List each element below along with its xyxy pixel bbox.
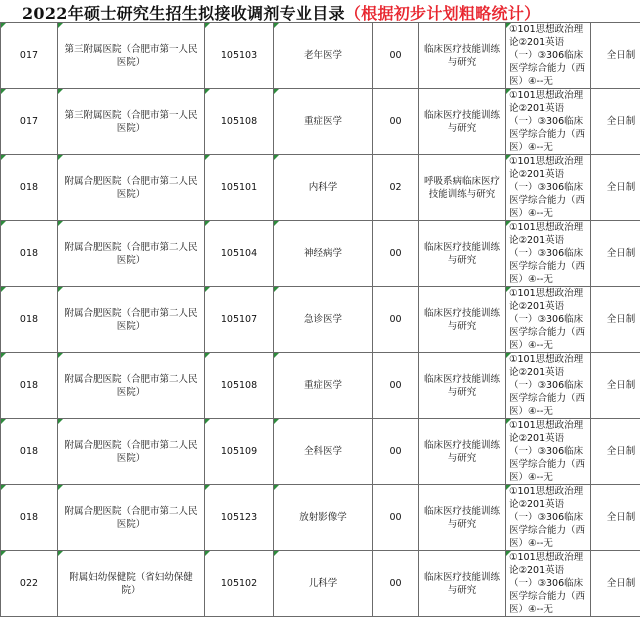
exam-subjects-cell: [506, 23, 591, 89]
unit-name-text: 第三附属医院（合肥市第一人民医院）: [58, 43, 204, 69]
unit-code-cell: [1, 23, 58, 89]
major-code-cell: [205, 23, 274, 89]
cell-comment-marker: [205, 23, 210, 28]
study-type-text: 全日制: [607, 578, 636, 589]
cell-comment-marker: [58, 155, 63, 160]
study-type-text: 全日制: [607, 446, 636, 457]
research-field-text: 临床医疗技能训练与研究: [419, 307, 505, 333]
unit-name-text: 附属妇幼保健院（省妇幼保健院）: [58, 571, 204, 597]
exam-subject-line: 医学综合能力（西: [509, 128, 590, 141]
exam-subject-line: 医）④--无: [509, 603, 590, 616]
table-row: [1, 221, 640, 287]
major-name-cell: [274, 353, 373, 419]
exam-subject-line: 医）④--无: [509, 75, 590, 88]
major-name-cell: [274, 23, 373, 89]
exam-subject-line: 医学综合能力（西: [509, 458, 590, 471]
exam-subjects-cell: [506, 551, 591, 617]
major-name-cell: [274, 485, 373, 551]
major-code-text: 105103: [221, 50, 257, 61]
research-field-cell: [419, 155, 506, 221]
exam-subjects-cell: [506, 221, 591, 287]
study-type-cell: [591, 23, 640, 89]
exam-subject-line: ①101思想政治理: [509, 155, 590, 168]
exam-subject-line: （一）③306临床: [509, 181, 590, 194]
document-title: [22, 1, 540, 22]
exam-subject-line: 医学综合能力（西: [509, 194, 590, 207]
cell-comment-marker: [1, 221, 6, 226]
study-type-cell: [591, 485, 640, 551]
cell-comment-marker: [274, 155, 279, 160]
major-name-cell: [274, 551, 373, 617]
unit-code-text: 018: [20, 182, 38, 193]
direction-code-cell: [373, 287, 419, 353]
study-type-text: 全日制: [607, 380, 636, 391]
cell-comment-marker: [205, 287, 210, 292]
unit-name-cell: [58, 155, 205, 221]
exam-subjects-cell: [506, 89, 591, 155]
unit-code-text: 017: [20, 50, 38, 61]
exam-subjects-cell: [506, 287, 591, 353]
research-field-text: 临床医疗技能训练与研究: [419, 241, 505, 267]
cell-comment-marker: [274, 485, 279, 490]
major-name-text: 老年医学: [304, 50, 342, 61]
cell-comment-marker: [274, 221, 279, 226]
exam-subject-line: 医）④--无: [509, 339, 590, 352]
exam-subject-line: ①101思想政治理: [509, 419, 590, 432]
unit-code-text: 017: [20, 116, 38, 127]
major-code-cell: [205, 419, 274, 485]
major-code-text: 105101: [221, 182, 257, 193]
direction-code-text: 00: [389, 578, 401, 589]
direction-code-cell: [373, 221, 419, 287]
exam-subject-line: ①101思想政治理: [509, 221, 590, 234]
major-name-text: 重症医学: [304, 116, 342, 127]
study-type-cell: [591, 221, 640, 287]
major-name-text: 内科学: [309, 182, 338, 193]
cell-comment-marker: [1, 155, 6, 160]
exam-subject-line: （一）③306临床: [509, 445, 590, 458]
direction-code-cell: [373, 485, 419, 551]
research-field-cell: [419, 551, 506, 617]
study-type-cell: [591, 419, 640, 485]
direction-code-text: 02: [389, 182, 401, 193]
exam-subject-line: （一）③306临床: [509, 577, 590, 590]
unit-name-cell: [58, 221, 205, 287]
unit-code-cell: [1, 155, 58, 221]
table-row: [1, 23, 640, 89]
unit-code-cell: [1, 353, 58, 419]
major-name-cell: [274, 419, 373, 485]
exam-subjects-cell: [506, 485, 591, 551]
unit-code-cell: [1, 485, 58, 551]
direction-code-cell: [373, 155, 419, 221]
exam-subject-line: ①101思想政治理: [509, 551, 590, 564]
research-field-text: 临床医疗技能训练与研究: [419, 109, 505, 135]
major-code-text: 105102: [221, 578, 257, 589]
exam-subject-line: 论②201英语: [509, 234, 590, 247]
major-code-text: 105108: [221, 380, 257, 391]
unit-name-cell: [58, 551, 205, 617]
unit-name-text: 附属合肥医院（合肥市第二人民医院）: [58, 439, 204, 465]
table-row: [1, 419, 640, 485]
exam-subject-line: 医）④--无: [509, 405, 590, 418]
cell-comment-marker: [274, 419, 279, 424]
program-table-body: [1, 23, 640, 617]
cell-comment-marker: [58, 551, 63, 556]
direction-code-text: 00: [389, 380, 401, 391]
research-field-text: 临床医疗技能训练与研究: [419, 43, 505, 69]
direction-code-cell: [373, 23, 419, 89]
research-field-cell: [419, 23, 506, 89]
major-code-text: 105123: [221, 512, 257, 523]
exam-subject-line: ①101思想政治理: [509, 23, 590, 36]
unit-code-text: 018: [20, 248, 38, 259]
exam-subject-line: （一）③306临床: [509, 115, 590, 128]
cell-comment-marker: [506, 155, 511, 160]
exam-subject-line: 医学综合能力（西: [509, 590, 590, 603]
exam-subject-line: 论②201英语: [509, 432, 590, 445]
research-field-cell: [419, 287, 506, 353]
exam-subjects-cell: [506, 155, 591, 221]
cell-comment-marker: [205, 221, 210, 226]
cell-comment-marker: [205, 419, 210, 424]
research-field-text: 呼吸系病临床医疗技能训练与研究: [419, 175, 505, 201]
exam-subject-line: ①101思想政治理: [509, 353, 590, 366]
unit-name-cell: [58, 419, 205, 485]
research-field-text: 临床医疗技能训练与研究: [419, 373, 505, 399]
cell-comment-marker: [506, 89, 511, 94]
exam-subject-line: 论②201英语: [509, 366, 590, 379]
major-code-cell: [205, 485, 274, 551]
exam-subject-line: 医）④--无: [509, 207, 590, 220]
major-name-text: 儿科学: [309, 578, 338, 589]
study-type-text: 全日制: [607, 182, 636, 193]
cell-comment-marker: [506, 485, 511, 490]
unit-code-text: 018: [20, 512, 38, 523]
exam-subject-line: 医）④--无: [509, 141, 590, 154]
research-field-cell: [419, 419, 506, 485]
major-name-text: 神经病学: [304, 248, 342, 259]
study-type-cell: [591, 551, 640, 617]
cell-comment-marker: [58, 287, 63, 292]
direction-code-cell: [373, 89, 419, 155]
direction-code-text: 00: [389, 50, 401, 61]
major-code-cell: [205, 155, 274, 221]
research-field-text: 临床医疗技能训练与研究: [419, 571, 505, 597]
major-name-cell: [274, 89, 373, 155]
cell-comment-marker: [205, 485, 210, 490]
major-name-text: 重症医学: [304, 380, 342, 391]
cell-comment-marker: [274, 551, 279, 556]
unit-name-cell: [58, 89, 205, 155]
cell-comment-marker: [506, 551, 511, 556]
title-note: （根据初步计划粗略统计）: [345, 4, 541, 22]
study-type-text: 全日制: [607, 116, 636, 127]
table-row: [1, 485, 640, 551]
cell-comment-marker: [274, 89, 279, 94]
exam-subject-line: （一）③306临床: [509, 49, 590, 62]
exam-subject-line: ①101思想政治理: [509, 485, 590, 498]
exam-subject-line: 医学综合能力（西: [509, 326, 590, 339]
major-code-cell: [205, 89, 274, 155]
unit-name-cell: [58, 23, 205, 89]
exam-subject-line: 论②201英语: [509, 300, 590, 313]
major-code-text: 105109: [221, 446, 257, 457]
major-code-text: 105104: [221, 248, 257, 259]
cell-comment-marker: [58, 353, 63, 358]
cell-comment-marker: [1, 551, 6, 556]
cell-comment-marker: [58, 89, 63, 94]
study-type-cell: [591, 353, 640, 419]
cell-comment-marker: [58, 221, 63, 226]
exam-subject-line: 医学综合能力（西: [509, 392, 590, 405]
table-row: [1, 287, 640, 353]
cell-comment-marker: [205, 353, 210, 358]
research-field-cell: [419, 485, 506, 551]
direction-code-cell: [373, 353, 419, 419]
major-name-text: 急诊医学: [304, 314, 342, 325]
unit-name-cell: [58, 485, 205, 551]
major-name-cell: [274, 221, 373, 287]
direction-code-cell: [373, 551, 419, 617]
unit-code-cell: [1, 287, 58, 353]
cell-comment-marker: [1, 485, 6, 490]
cell-comment-marker: [1, 287, 6, 292]
unit-code-cell: [1, 419, 58, 485]
major-name-text: 全科医学: [304, 446, 342, 457]
unit-name-text: 附属合肥医院（合肥市第二人民医院）: [58, 373, 204, 399]
major-code-text: 105107: [221, 314, 257, 325]
cell-comment-marker: [506, 221, 511, 226]
research-field-text: 临床医疗技能训练与研究: [419, 439, 505, 465]
unit-code-text: 018: [20, 314, 38, 325]
research-field-text: 临床医疗技能训练与研究: [419, 505, 505, 531]
cell-comment-marker: [1, 419, 6, 424]
exam-subject-line: 论②201英语: [509, 36, 590, 49]
direction-code-text: 00: [389, 512, 401, 523]
exam-subject-line: 医）④--无: [509, 273, 590, 286]
unit-name-cell: [58, 353, 205, 419]
unit-code-text: 018: [20, 446, 38, 457]
direction-code-text: 00: [389, 116, 401, 127]
cell-comment-marker: [1, 353, 6, 358]
unit-name-text: 附属合肥医院（合肥市第二人民医院）: [58, 307, 204, 333]
study-type-text: 全日制: [607, 314, 636, 325]
study-type-text: 全日制: [607, 248, 636, 259]
research-field-cell: [419, 89, 506, 155]
study-type-text: 全日制: [607, 512, 636, 523]
cell-comment-marker: [506, 287, 511, 292]
table-row: [1, 551, 640, 617]
cell-comment-marker: [274, 23, 279, 28]
cell-comment-marker: [274, 287, 279, 292]
unit-code-text: 018: [20, 380, 38, 391]
research-field-cell: [419, 221, 506, 287]
unit-name-cell: [58, 287, 205, 353]
cell-comment-marker: [274, 353, 279, 358]
exam-subject-line: 医学综合能力（西: [509, 62, 590, 75]
document-title-bar: [0, 0, 640, 22]
exam-subject-line: 论②201英语: [509, 564, 590, 577]
cell-comment-marker: [205, 551, 210, 556]
major-code-cell: [205, 287, 274, 353]
cell-comment-marker: [506, 419, 511, 424]
cell-comment-marker: [205, 89, 210, 94]
study-type-cell: [591, 89, 640, 155]
exam-subject-line: ①101思想政治理: [509, 287, 590, 300]
cell-comment-marker: [205, 155, 210, 160]
exam-subject-line: 论②201英语: [509, 498, 590, 511]
exam-subject-line: ①101思想政治理: [509, 89, 590, 102]
unit-name-text: 附属合肥医院（合肥市第二人民医院）: [58, 505, 204, 531]
unit-name-text: 附属合肥医院（合肥市第二人民医院）: [58, 241, 204, 267]
study-type-text: 全日制: [607, 50, 636, 61]
major-name-text: 放射影像学: [299, 512, 347, 523]
unit-code-cell: [1, 551, 58, 617]
exam-subjects-cell: [506, 353, 591, 419]
unit-name-text: 第三附属医院（合肥市第一人民医院）: [58, 109, 204, 135]
cell-comment-marker: [1, 89, 6, 94]
study-type-cell: [591, 287, 640, 353]
cell-comment-marker: [58, 419, 63, 424]
major-name-cell: [274, 155, 373, 221]
table-row: [1, 155, 640, 221]
exam-subject-line: 论②201英语: [509, 102, 590, 115]
unit-code-cell: [1, 221, 58, 287]
direction-code-text: 00: [389, 446, 401, 457]
exam-subjects-cell: [506, 419, 591, 485]
exam-subject-line: （一）③306临床: [509, 511, 590, 524]
title-text: 2022年硕士研究生招生拟接收调剂专业目录: [22, 4, 345, 22]
cell-comment-marker: [1, 23, 6, 28]
direction-code-text: 00: [389, 314, 401, 325]
exam-subject-line: 医学综合能力（西: [509, 260, 590, 273]
direction-code-text: 00: [389, 248, 401, 259]
table-row: [1, 353, 640, 419]
program-table: [0, 22, 640, 617]
research-field-cell: [419, 353, 506, 419]
major-code-cell: [205, 221, 274, 287]
direction-code-cell: [373, 419, 419, 485]
major-code-text: 105108: [221, 116, 257, 127]
cell-comment-marker: [506, 23, 511, 28]
unit-code-cell: [1, 89, 58, 155]
exam-subject-line: （一）③306临床: [509, 313, 590, 326]
major-name-cell: [274, 287, 373, 353]
exam-subject-line: 医）④--无: [509, 471, 590, 484]
unit-name-text: 附属合肥医院（合肥市第二人民医院）: [58, 175, 204, 201]
cell-comment-marker: [506, 353, 511, 358]
unit-code-text: 022: [20, 578, 38, 589]
cell-comment-marker: [58, 23, 63, 28]
major-code-cell: [205, 353, 274, 419]
exam-subject-line: 论②201英语: [509, 168, 590, 181]
exam-subject-line: （一）③306临床: [509, 379, 590, 392]
table-row: [1, 89, 640, 155]
exam-subject-line: 医学综合能力（西: [509, 524, 590, 537]
cell-comment-marker: [58, 485, 63, 490]
study-type-cell: [591, 155, 640, 221]
exam-subject-line: 医）④--无: [509, 537, 590, 550]
exam-subject-line: （一）③306临床: [509, 247, 590, 260]
major-code-cell: [205, 551, 274, 617]
